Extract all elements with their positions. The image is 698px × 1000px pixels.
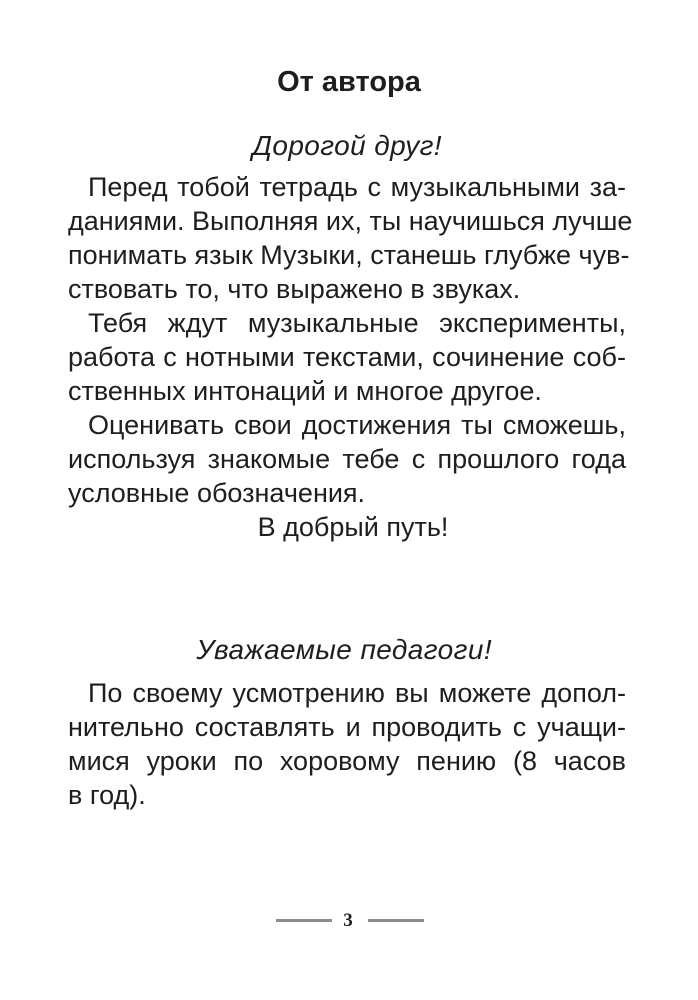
paragraph-line: используя знакомые тебе с прошлого года xyxy=(68,444,626,474)
paragraph-line: ственных интонаций и многое другое. xyxy=(68,376,542,406)
paragraph-line: ствовать то, что выражено в звуках. xyxy=(68,274,521,304)
paragraph-line: условные обозначения. xyxy=(68,478,366,508)
closing-wish-text: В добрый путь! xyxy=(257,512,449,542)
paragraph-line: нительно составлять и проводить с учащи- xyxy=(68,712,626,742)
closing-wish xyxy=(0,510,698,544)
paragraph-line: Тебя ждут музыкальные эксперименты, xyxy=(88,308,626,338)
paragraph-line: в год). xyxy=(68,780,146,810)
greeting-student: Дорогой друг! xyxy=(252,130,442,161)
paragraph-line: По своему усмотрению вы можете допол- xyxy=(88,678,626,708)
page-footer xyxy=(0,906,698,936)
greeting-teachers: Уважаемые педагоги! xyxy=(196,634,492,665)
footer-rule-left xyxy=(276,919,332,922)
paragraph-line: мися уроки по хоровому пению (8 часов xyxy=(68,746,626,776)
paragraph-line: работа с нотными текстами, сочинение соб- xyxy=(68,342,626,372)
paragraph-line: понимать язык Музыки, станешь глубже чув- xyxy=(68,240,630,270)
page-number: 3 xyxy=(343,910,353,931)
footer-rule-right xyxy=(368,919,424,922)
paragraph-line: даниями. Выполняя их, ты научишься лучше xyxy=(68,206,633,236)
paragraph-line: Оценивать свои достижения ты сможешь, xyxy=(88,410,626,440)
paragraph-line: Перед тобой тетрадь с музыкальными за- xyxy=(88,172,626,202)
page-title: От автора xyxy=(277,66,421,98)
